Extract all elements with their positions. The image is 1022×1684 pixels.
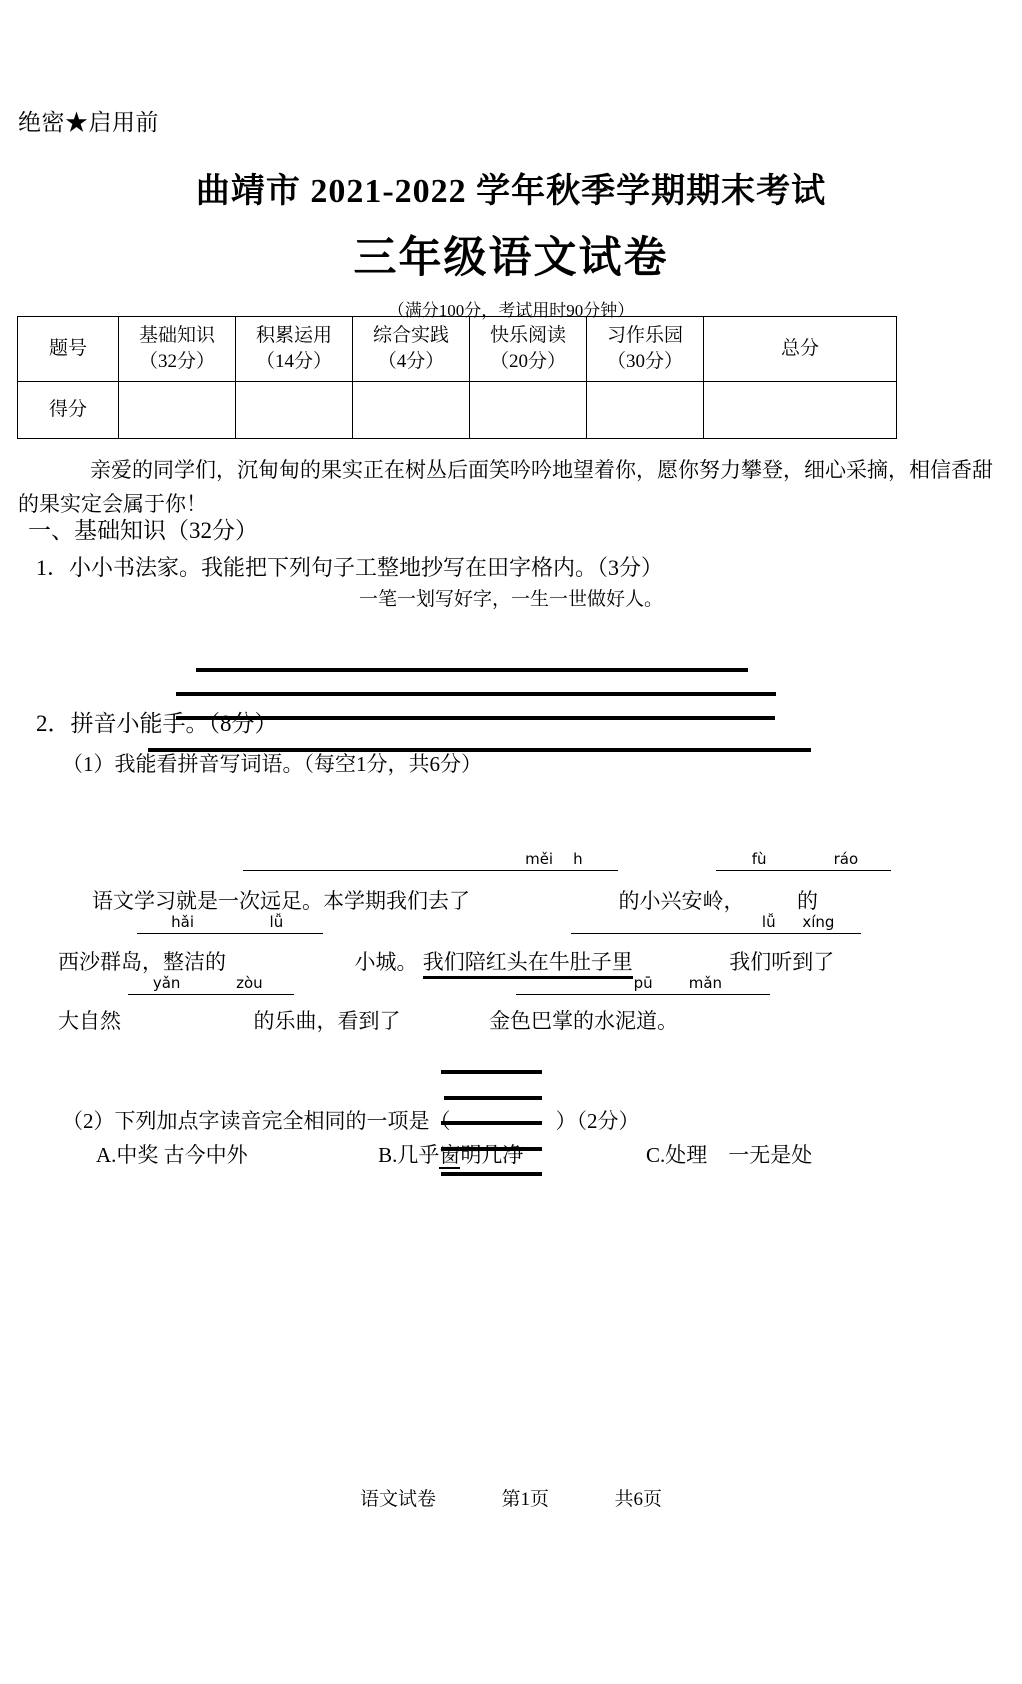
exam-meta: （满分100分，考试用时90分钟）	[387, 301, 635, 320]
cell-main: 总分	[780, 338, 819, 360]
page-footer	[0, 1484, 1022, 1511]
pinyin-blank-lvxing[interactable]	[571, 913, 861, 934]
pinyin-blank-furao[interactable]	[716, 850, 891, 871]
pinyin-syllable: zòu	[236, 974, 263, 992]
question-2-2-options	[96, 1139, 812, 1169]
pinyin-syllable: xíng	[802, 913, 835, 931]
option-c-extra: 一无是处	[728, 1143, 813, 1167]
cloze-text: 的	[797, 889, 818, 913]
cloze-text: 金色巴掌的水泥道。	[489, 1009, 678, 1033]
pinyin-syllable: yǎn	[152, 974, 181, 992]
cloze-text: 大自然	[58, 1009, 121, 1033]
cell-sub: （32分）	[138, 351, 215, 372]
option-c[interactable]	[646, 1143, 812, 1167]
cell-sub: （20分）	[489, 351, 566, 372]
table-header-cell	[236, 317, 353, 382]
exam-title: 曲靖市 2021-2022 学年秋季学期期末考试	[195, 173, 827, 210]
footer-total-pages: 共6页	[614, 1489, 663, 1510]
table-header-cell	[587, 317, 704, 382]
cloze-text: 小城。	[354, 950, 418, 974]
pinyin-syllable: fù	[751, 850, 767, 868]
score-cell[interactable]	[470, 382, 587, 439]
score-cell[interactable]	[353, 382, 470, 439]
score-cell[interactable]	[236, 382, 353, 439]
answer-rule[interactable]	[441, 1172, 542, 1176]
option-b-dotted-char: 窗	[439, 1143, 461, 1167]
question-2-1-prompt: （1）我能看拼音写词语。（每空1分，共6分）	[62, 752, 482, 776]
answer-rule[interactable]	[441, 1070, 542, 1074]
table-row	[18, 382, 897, 439]
paper-title: 三年级语文试卷	[353, 235, 669, 282]
table-header-cell	[704, 317, 897, 382]
pinyin-syllable: h	[573, 850, 583, 868]
pinyin-syllable: hǎi	[171, 913, 195, 931]
table-header-cell	[119, 317, 236, 382]
writing-rule[interactable]	[176, 692, 776, 696]
score-cell[interactable]	[704, 382, 897, 439]
cell-sub: （4分）	[377, 351, 445, 372]
pinyin-blank-haibin[interactable]	[137, 913, 323, 934]
writing-rule[interactable]	[196, 668, 748, 672]
option-b[interactable]	[378, 1143, 523, 1169]
option-c-label: C.处理	[645, 1143, 708, 1167]
cell-sub: （30分）	[606, 351, 683, 372]
question-1-prompt: 1．小小书法家。我能把下列句子工整地抄写在田字格内。（3分）	[36, 555, 664, 580]
pinyin-syllable: ráo	[833, 850, 859, 868]
table-header-cell	[18, 317, 119, 382]
pinyin-blank-yanzou[interactable]	[128, 974, 294, 995]
cell-main: 快乐阅读	[489, 325, 566, 347]
score-cell[interactable]	[119, 382, 236, 439]
cell-sub: （14分）	[255, 351, 332, 372]
question-2-2-prompt: （2）下列加点字读音完全相同的一项是（ ）（2分）	[62, 1109, 640, 1133]
underlined-phrase: 我们陪红头在牛肚子里	[423, 946, 633, 979]
cloze-text: 我们听到了	[729, 950, 835, 974]
cell-main: 题号	[48, 338, 87, 360]
pinyin-blank-puman[interactable]	[516, 974, 770, 995]
score-table	[17, 316, 897, 439]
question-2-prompt: 2．拼音小能手。（8分）	[36, 711, 278, 736]
cloze-line-1	[92, 885, 818, 915]
cloze-text: 的乐曲，看到了	[253, 1009, 401, 1033]
pinyin-syllable: pū	[633, 974, 653, 992]
option-a[interactable]: A.中奖 古今中外	[96, 1143, 248, 1167]
cloze-text: 西沙群岛，整洁的	[58, 950, 226, 974]
cell-main: 积累运用	[255, 325, 332, 347]
pinyin-syllable: měi	[525, 850, 554, 868]
table-header-cell	[353, 317, 470, 382]
pinyin-syllable: lǚ	[761, 913, 776, 931]
greeting-paragraph: 亲爱的同学们，沉甸甸的果实正在树丛后面笑吟吟地望着你，愿你努力攀登，细心采摘，相信香甜的果实定会属于你！	[18, 458, 993, 516]
table-header-cell	[470, 317, 587, 382]
cloze-text: 语文学习就是一次远足。本学期我们去了	[92, 889, 470, 913]
footer-page-number: 第1页	[501, 1489, 549, 1510]
table-row	[18, 317, 897, 382]
pinyin-syllable: mǎn	[688, 974, 723, 992]
score-row-label: 得分	[18, 382, 119, 439]
cloze-text: 的小兴安岭，	[618, 889, 745, 913]
score-cell[interactable]	[587, 382, 704, 439]
pinyin-blank-meili[interactable]	[243, 850, 618, 871]
option-b-prefix: B.几乎	[378, 1143, 440, 1167]
answer-rule[interactable]	[444, 1096, 542, 1100]
cloze-line-3	[58, 1005, 678, 1035]
footer-paper-name: 语文试卷	[359, 1489, 436, 1510]
secrecy-notice: 绝密★启用前	[18, 110, 159, 135]
pinyin-syllable: lǚ	[269, 913, 284, 931]
option-b-suffix: 明几净	[460, 1143, 524, 1167]
cell-main: 基础知识	[138, 325, 215, 347]
cell-main: 综合实践	[372, 325, 449, 347]
cell-main: 习作乐园	[606, 325, 683, 347]
question-1-sentence: 一笔一划写好字，一生一世做好人。	[358, 589, 663, 610]
section-heading-basics: 一、基础知识（32分）	[28, 518, 258, 543]
